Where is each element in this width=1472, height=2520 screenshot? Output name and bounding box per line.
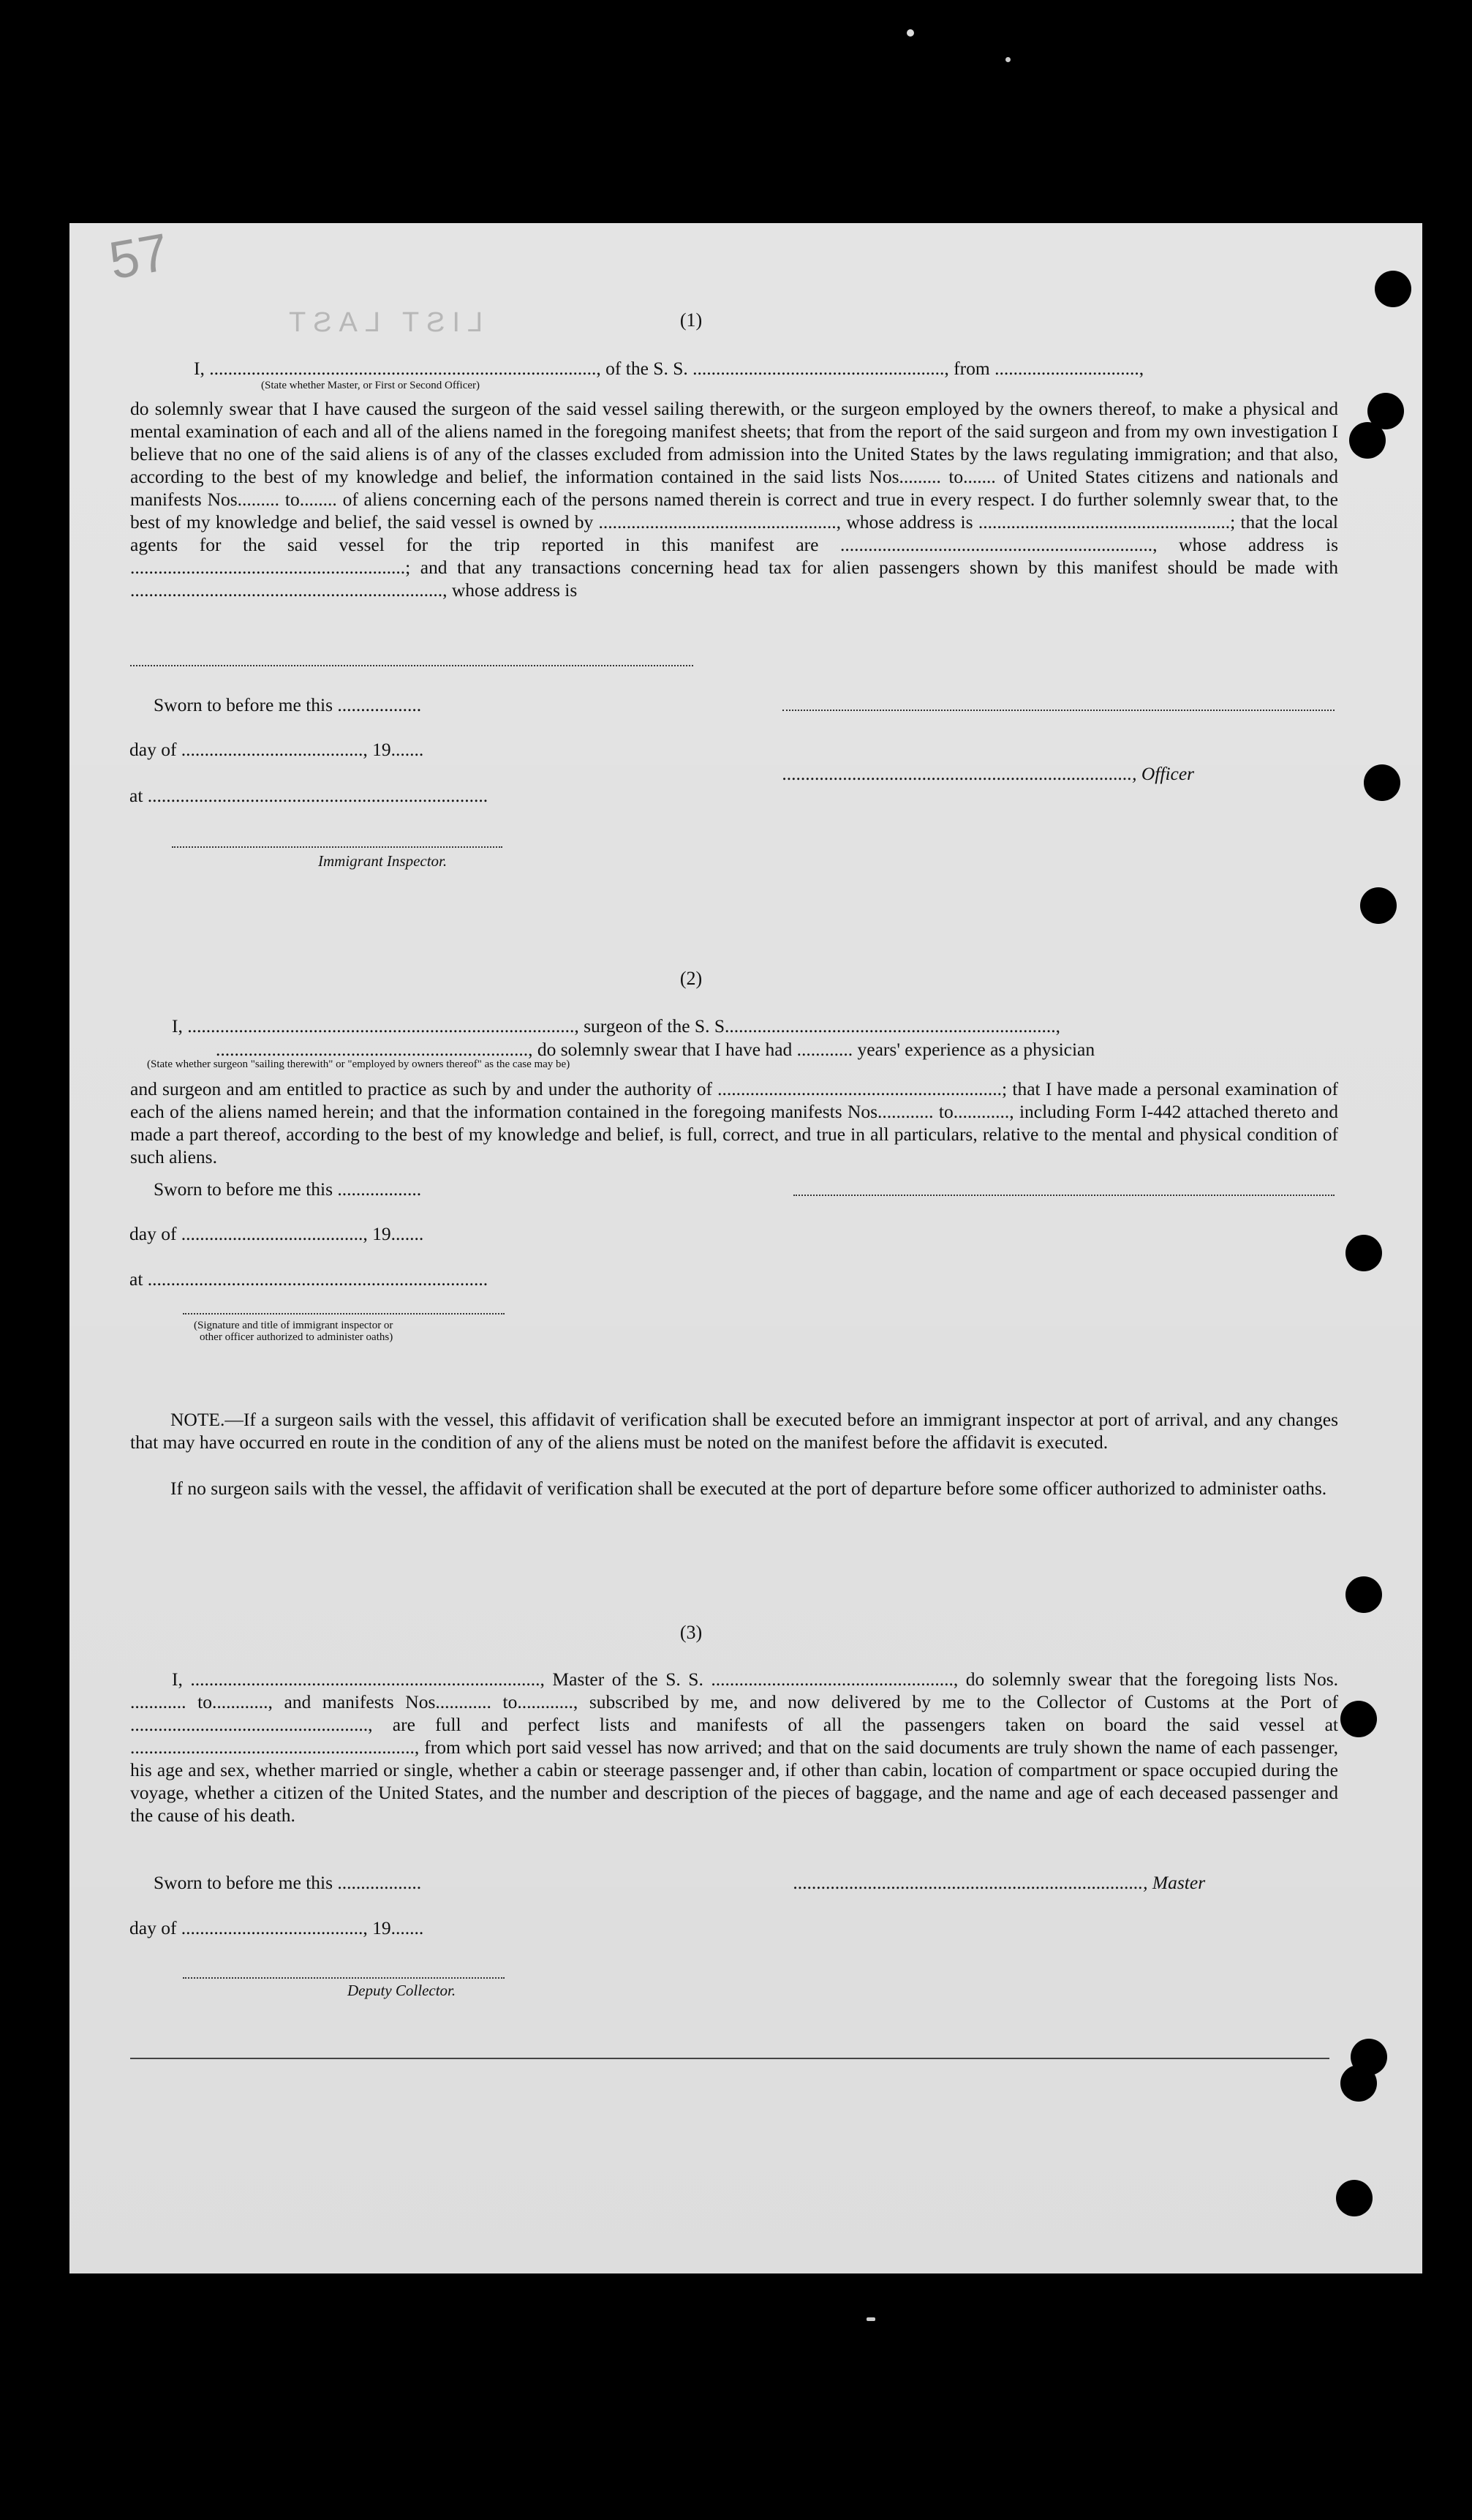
- section2-note1: NOTE.—If a surgeon sails with the vessel, this affidavit of verification shall be executed before an immigrant inspector at port of arrival, and any changes that may have occurred en route in the condition of any of the aliens must be noted on the manifest before the affidavit is executed.: [130, 1409, 1338, 1453]
- section3-collector-line: [183, 1977, 505, 1979]
- punch-hole-11: [1336, 2180, 1373, 2216]
- background-speck: [867, 2317, 875, 2321]
- punch-hole-7: [1345, 1576, 1382, 1613]
- punch-hole-4: [1364, 764, 1400, 801]
- punch-hole-8: [1340, 1701, 1377, 1737]
- section2-line1: I, ..................................................................................., surgeon of the S. S.......................................................................,: [172, 1015, 1061, 1037]
- section2-day: day of ......................................., 19.......: [129, 1223, 424, 1244]
- section1-inspector-line: [172, 846, 502, 848]
- bottom-rule: [130, 2058, 1329, 2059]
- punch-hole-10: [1340, 2065, 1377, 2102]
- punch-hole-6: [1345, 1235, 1382, 1271]
- section2-at: at .........................................................................: [129, 1268, 488, 1290]
- section1-day: day of ......................................., 19.......: [129, 739, 424, 760]
- section3-body: I, ..........................................................................., Master of the S. S. ...................................................., do solemnly swear that the foregoing lists Nos. ............ to............, and manifests Nos............ to............, subscribed by me, and now delivered by me to the Collector of Customs at the Port of ..................................................., are full and perfect lists and manifests of all the passengers taken on board the said vessel at ............................................................., from which port said vessel has now arrived; and that on the said documents are truly shown the name of each passenger, his age and sex, whether married or single, whether a cabin or steerage passenger and, if other than cabin, location of compartment or space occupied during the voyage, whether a citizen of the United States, and the number and description of the pieces of baggage, and the name and age of each deceased passenger and the cause of his death.: [130, 1669, 1338, 1826]
- section1-body-end-line: [130, 665, 693, 666]
- manifest-page: [69, 223, 1422, 2273]
- faded-header: LIST LAST: [282, 307, 483, 338]
- punch-hole-1: [1375, 271, 1411, 307]
- punch-hole-5: [1360, 887, 1397, 924]
- section1-signature-line: [782, 710, 1335, 711]
- section1-heading: (1): [679, 309, 703, 331]
- background-speck: [1005, 57, 1011, 62]
- section2-sworn: Sworn to before me this ..................: [154, 1178, 422, 1200]
- section3-master-label: ..........................................................................., Master: [793, 1872, 1206, 1893]
- section2-inspector-line: [183, 1313, 505, 1314]
- section2-surgeon-note: (State whether surgeon "sailing therewith" or "employed by owners thereof" as the case may be): [147, 1058, 570, 1070]
- section1-signer-title: Immigrant Inspector.: [318, 852, 448, 870]
- section2-signature-line: [793, 1195, 1335, 1196]
- background-speck: [907, 29, 914, 37]
- section2-signer-note-2: other officer authorized to administer oaths): [200, 1331, 393, 1343]
- section3-signer-title: Deputy Collector.: [347, 1982, 456, 1999]
- section1-officer-note: (State whether Master, or First or Second Officer): [261, 380, 480, 391]
- section1-body: do solemnly swear that I have caused the surgeon of the said vessel sailing therewith, or the surgeon employed by the owners thereof, to make a physical and mental examination of each and all of the aliens named in the foregoing manifest sheets; that from the report of the said surgeon and from my own investigation I believe that no one of the said aliens is of any of the classes excluded from admission into the United States by the laws regulating immigration; and that also, according to the best of my knowledge and belief, the information contained in the said lists Nos......... to....... of United States citizens and nationals and manifests Nos......... to........ of aliens concerning each of the persons named therein is correct and true in every respect. I do further solemnly swear that, to the best of my knowledge and belief, the said vessel is owned by ..................................................., whose address is ......................................................; that the local agents for the said vessel for the trip reported in this manifest are ..................................................................., whose address is ...........................................................; and that any transactions concerning head tax for alien passengers shown by this manifest should be made with ..................................................................., whose address is: [130, 398, 1338, 601]
- section1-at: at .........................................................................: [129, 785, 488, 806]
- section1-officer-label: ..........................................................................., Officer: [782, 763, 1195, 784]
- section1-sworn: Sworn to before me this ..................: [154, 694, 422, 715]
- section1-line1: I, ..................................................................................., of the S. S. ......................................................, from ...............................,: [194, 358, 1144, 379]
- section2-heading: (2): [679, 968, 703, 989]
- section3-sworn: Sworn to before me this ..................: [154, 1872, 422, 1893]
- section2-body: and surgeon and am entitled to practice as such by and under the authority of .............................................................; that I have made a personal examination of each of the aliens named herein; and that the information contained in the foregoing manifests Nos............ to............, including Form I-442 attached thereto and made a part thereof, according to the best of my knowledge and belief, is full, correct, and true in all particulars, relative to the mental and physical condition of such aliens.: [130, 1078, 1338, 1167]
- punch-hole-3: [1349, 422, 1386, 459]
- section3-heading: (3): [679, 1622, 703, 1643]
- page-number-mark: 57: [105, 222, 173, 291]
- section2-signer-note-1: (Signature and title of immigrant inspector or: [194, 1320, 393, 1331]
- section2-line2: ..................................................................., do solemnly swear that I have had ............ years' experience as a physician: [216, 1039, 1095, 1060]
- section3-day: day of ......................................., 19.......: [129, 1917, 424, 1938]
- section2-note2: If no surgeon sails with the vessel, the affidavit of verification shall be executed at the port of departure before some officer authorized to administer oaths.: [170, 1478, 1327, 1499]
